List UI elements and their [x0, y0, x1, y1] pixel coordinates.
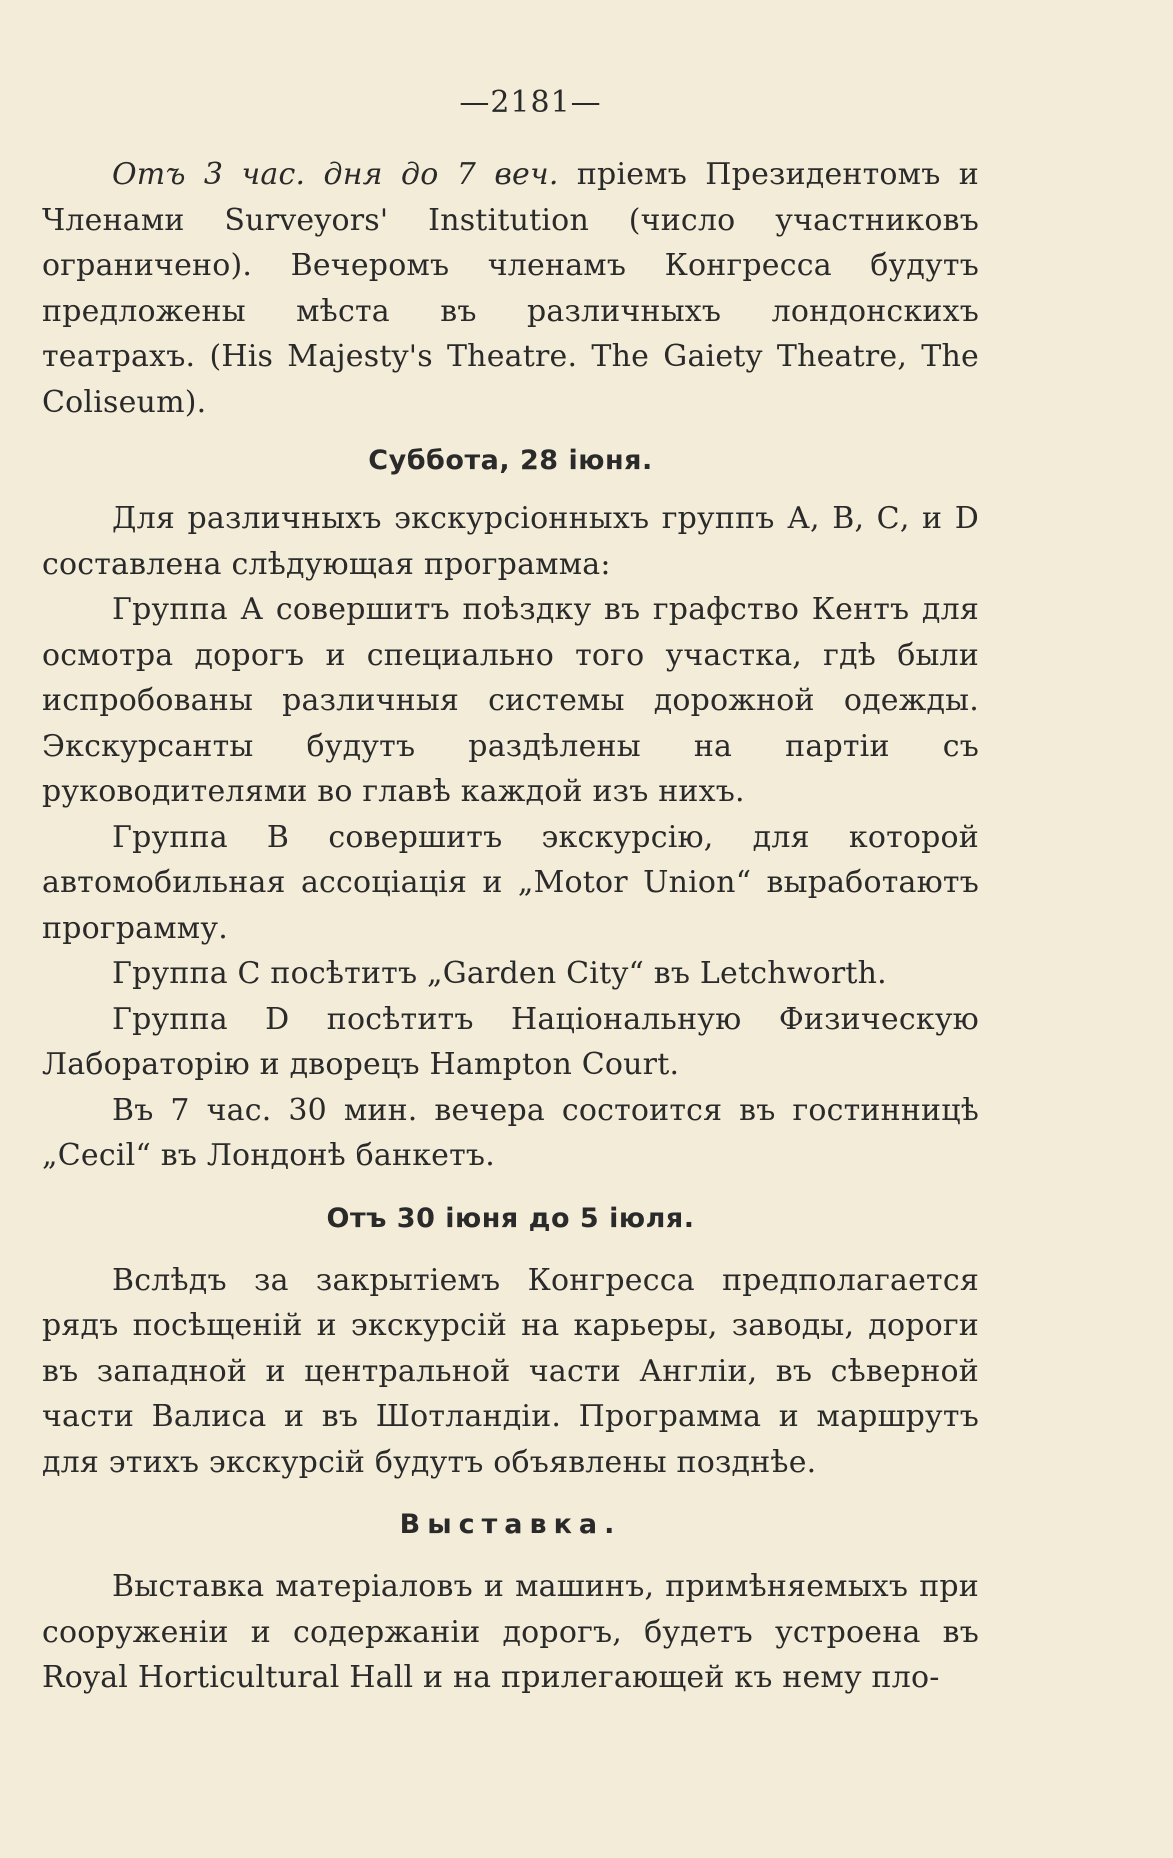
saturday-paragraph: Въ 7 час. 30 мин. вечера состоится въ гостинницѣ „Cecil“ въ Лондонѣ банкетъ. [42, 1092, 979, 1173]
june30-heading: Отъ 30 іюня до 5 іюля. [326, 1202, 695, 1234]
saturday-paragraph: Группа С посѣтитъ „Garden City“ въ Letchworth. [112, 956, 887, 991]
saturday-heading: Суббота, 28 іюня. [368, 445, 653, 476]
exhibition-heading: Выставка. [399, 1509, 622, 1540]
page-number: —2181— [459, 85, 602, 120]
saturday-paragraph: Для различныхъ экскурсіонныхъ группъ А, В, С, и D составлена слѣдующая программа: [42, 501, 979, 582]
saturday-paragraph: Группа В совершитъ экскурсію, для которой автомобильная ассоціація и „Motor Union“ выработаютъ программу. [42, 819, 979, 946]
saturday-paragraph: Группа D посѣтитъ Національную Физическую Лабораторію и дворецъ Hampton Court. [42, 1001, 979, 1082]
intro-time-italic: Отъ 3 час. дня до 7 веч. [112, 157, 559, 192]
exhibition-paragraph: Выставка матеріаловъ и машинъ, примѣняемыхъ при сооруженіи и содержаніи дорогъ, будетъ устроена въ Royal Horticultural Hall и на прилегающей къ нему пло- [42, 1569, 979, 1695]
june30-paragraph: Вслѣдъ за закрытіемъ Конгресса предполагается рядъ посѣщеній и экскурсій на карьеры, заводы, дороги въ западной и центральной части Англіи, въ сѣверной части Валиса и въ Шотландіи. Программа и маршрутъ для этихъ экскурсій будутъ объявлены позднѣе. [42, 1262, 979, 1480]
intro-paragraph [42, 152, 979, 425]
intro-text: пріемъ Президентомъ и Членами Surveyors' Institution (число участниковъ ограничено). Вечеромъ членамъ Конгресса будутъ предложены мѣста въ различныхъ лондонскихъ театрахъ. (His Majesty's Theatre. The Gaiety Theatre, The Coliseum). [42, 157, 979, 420]
document-page [42, 85, 979, 1701]
saturday-paragraph: Группа А совершитъ поѣздку въ графство Кентъ для осмотра дорогъ и специально того участка, гдѣ были испробованы различныя системы дорожной одежды. Экскурсанты будутъ раздѣлены на партіи съ руководителями во главѣ каждой изъ нихъ. [42, 592, 979, 809]
